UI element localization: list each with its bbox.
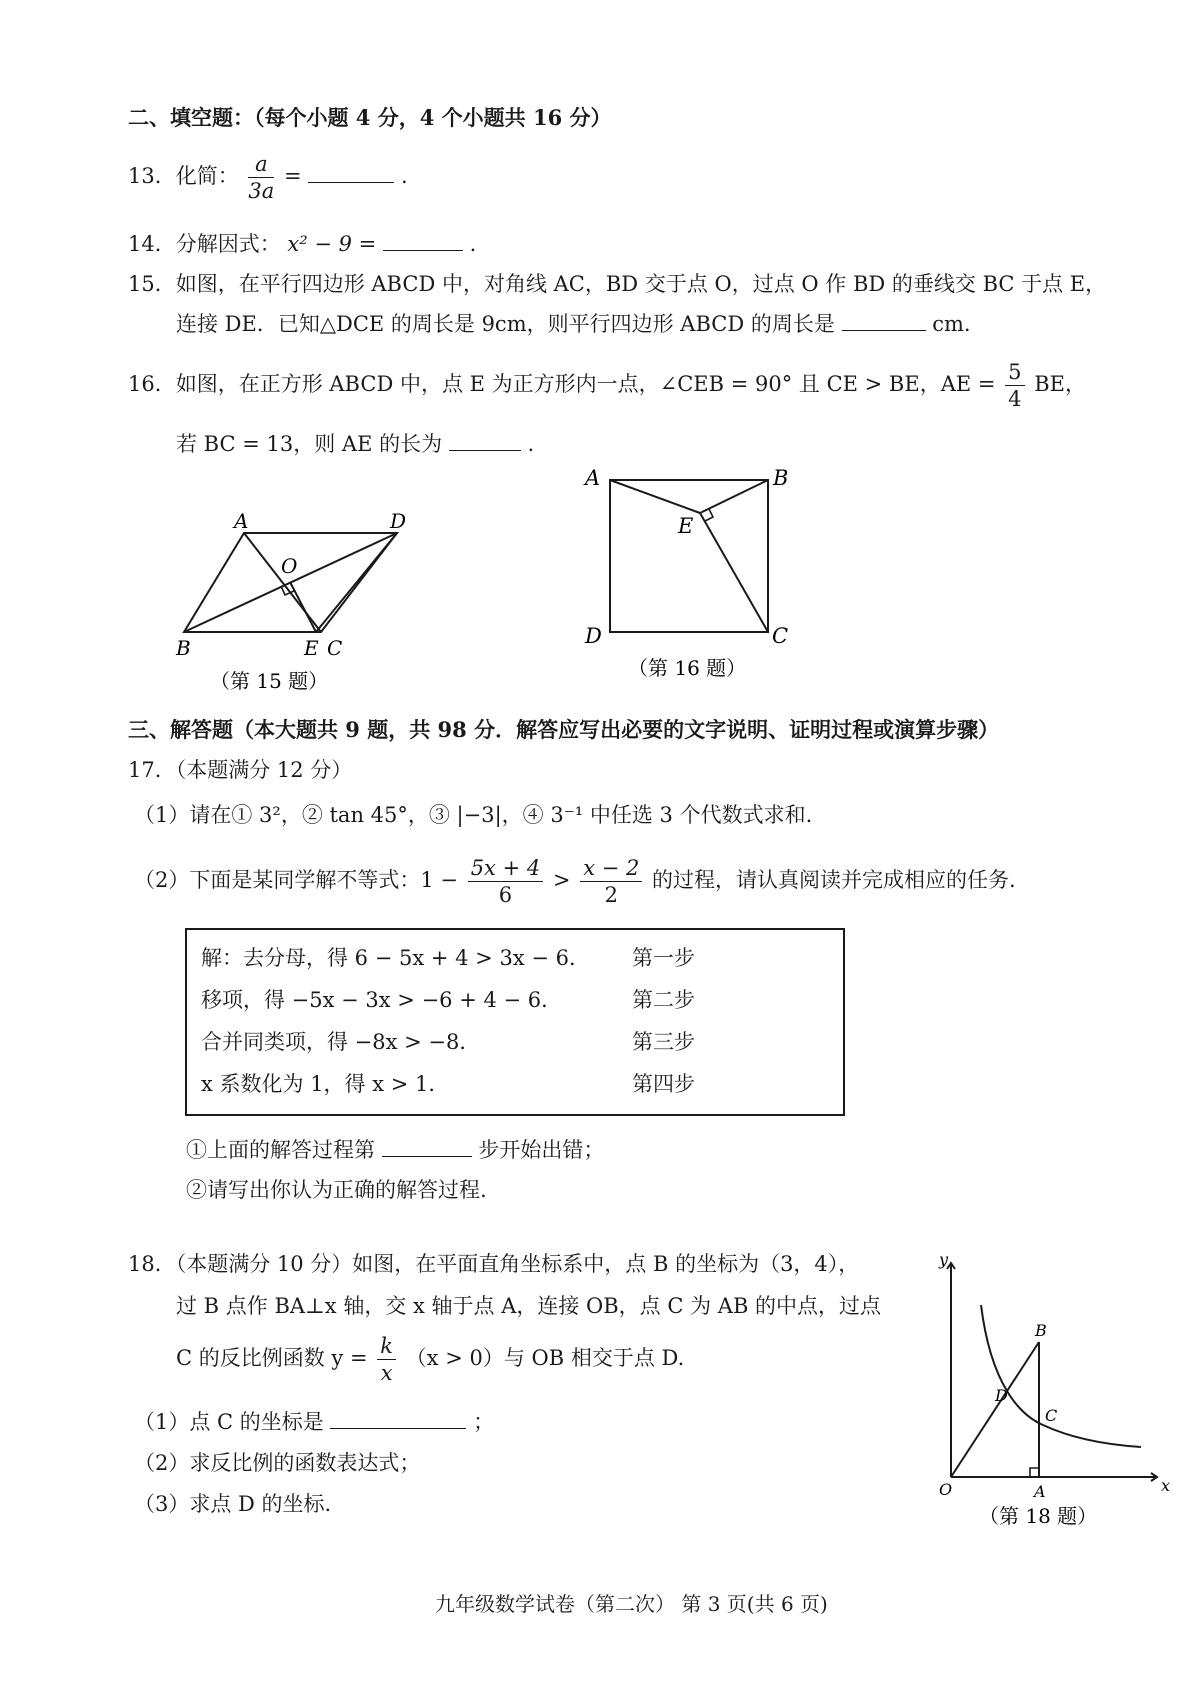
step-3-text: 合并同类项，得 −8x > −8．	[201, 1030, 481, 1054]
q17-f1-denominator: 6	[498, 883, 513, 907]
label-D: D	[585, 624, 602, 648]
step-2-text: 移项，得 −5x − 3x > −6 + 4 − 6．	[201, 988, 563, 1012]
q17-fraction-2	[580, 855, 642, 908]
q16-numerator: 5	[1005, 359, 1024, 386]
q16-answer-blank[interactable]	[449, 430, 521, 451]
q17-fraction-1	[468, 855, 544, 908]
q17-task-2: ②请写出你认为正确的解答过程.	[186, 1178, 487, 1202]
question-18-line2: 过 B 点作 BA⊥x 轴，交 x 轴于点 A，连接 OB，点 C 为 AB 的中点，过点	[176, 1294, 882, 1318]
step-4-text: x 系数化为 1，得 x > 1．	[201, 1072, 450, 1096]
q18-sub1-end: ；	[473, 1410, 495, 1434]
figure-18-caption: （第 18 题）	[979, 1504, 1098, 1528]
label-C: C	[1045, 1406, 1058, 1425]
label-E: E	[678, 514, 694, 538]
question-18-line1: 18．（本题满分 10 分）如图，在平面直角坐标系中，点 B 的坐标为（3，4），	[128, 1252, 860, 1276]
q13-answer-blank[interactable]	[308, 162, 394, 183]
step-4-label: 第四步	[632, 1072, 695, 1096]
q17-task1-text: ①上面的解答过程第	[186, 1138, 375, 1162]
q16-line2-end: .	[527, 432, 535, 456]
question-14	[128, 230, 476, 258]
q18-line3-end: （x > 0）与 OB 相交于点 D.	[405, 1346, 685, 1370]
q18-sub-1	[134, 1408, 494, 1436]
label-x: x	[1161, 1476, 1171, 1495]
segment-be	[700, 480, 768, 513]
q18-sub1-text: （1）点 C 的坐标是	[134, 1410, 324, 1434]
label-E: E	[304, 636, 319, 660]
question-13	[128, 148, 408, 204]
q14-expression: x² − 9 =	[287, 232, 377, 256]
solution-box	[185, 928, 845, 1116]
q13-numerator: a	[248, 151, 274, 178]
q13-fraction	[248, 151, 274, 204]
question-16-line2	[176, 430, 534, 458]
q13-prefix: 13．化简：	[128, 164, 239, 188]
q17-f1-numerator: 5x + 4	[468, 855, 544, 882]
q14-prefix: 14．分解因式：	[128, 232, 281, 256]
q17-greater-than: >	[552, 868, 571, 892]
q18-line3-text: C 的反比例函数 y =	[176, 1346, 368, 1370]
section3-heading: 三、解答题（本大题共 9 题，共 98 分．解答应写出必要的文字说明、证明过程或演算步骤）	[128, 717, 1000, 742]
label-y: y	[939, 1250, 949, 1269]
q18-fraction	[377, 1333, 396, 1386]
figure-16-square	[575, 465, 805, 685]
label-A: A	[234, 509, 249, 533]
reciprocal-curve	[981, 1305, 1141, 1447]
figure-15-parallelogram	[160, 500, 440, 700]
q16-text: 16．如图，在正方形 ABCD 中，点 E 为正方形内一点，∠CEB = 90° 且 CE > BE，AE =	[128, 372, 996, 396]
segment-oe	[290, 582, 316, 632]
q18-denominator: x	[380, 1361, 393, 1385]
q18-sub-3: （3）求点 D 的坐标.	[134, 1492, 332, 1516]
label-C: C	[772, 624, 789, 648]
q15-text: 连接 DE．已知△DCE 的周长是 9cm，则平行四边形 ABCD 的周长是	[176, 312, 835, 336]
q18-sub1-blank[interactable]	[330, 1408, 466, 1429]
q18-sub-2: （2）求反比例的函数表达式；	[134, 1451, 421, 1475]
q17-task1-blank[interactable]	[382, 1136, 472, 1157]
question-17-title: 17．（本题满分 12 分）	[128, 758, 353, 782]
q17-f2-numerator: x − 2	[580, 855, 642, 882]
q16-text-end: BE，	[1034, 372, 1086, 396]
step-1-label: 第一步	[632, 946, 695, 970]
q17-f2-denominator: 2	[604, 883, 618, 907]
figure-18-coordinate-plane	[925, 1245, 1175, 1530]
label-O: O	[939, 1480, 953, 1499]
question-15-line2	[176, 310, 971, 338]
question-17-part2	[134, 852, 1016, 908]
label-C: C	[327, 636, 343, 660]
segment-ae	[610, 480, 700, 513]
question-17-part1: （1）请在① 3²，② tan 45°，③ |−3|，④ 3⁻¹ 中任选 3 个代数式求和.	[134, 803, 813, 827]
q16-fraction	[1005, 359, 1024, 412]
step-2-label: 第二步	[632, 988, 695, 1012]
q13-denominator: 3a	[248, 179, 275, 203]
square-abcd	[610, 480, 768, 632]
label-B: B	[176, 636, 191, 660]
q17-part2-end: 的过程，请认真阅读并完成相应的任务.	[652, 868, 1016, 892]
q17-part2-text: （2）下面是某同学解不等式：1 −	[134, 868, 458, 892]
q14-answer-blank[interactable]	[383, 230, 463, 251]
q14-end: .	[469, 232, 477, 256]
q15-answer-blank[interactable]	[842, 310, 926, 331]
q17-task-1	[186, 1136, 604, 1164]
segment-ob	[951, 1342, 1039, 1477]
label-B: B	[773, 466, 789, 490]
segment-ce	[700, 513, 768, 632]
label-A: A	[1034, 1482, 1046, 1501]
step-1-text: 解：去分母，得 6 − 5x + 4 > 3x − 6．	[201, 946, 590, 970]
label-D: D	[995, 1386, 1008, 1405]
q13-equals: =	[284, 164, 302, 188]
right-angle-mark-a	[1030, 1468, 1039, 1477]
step-3-label: 第三步	[632, 1030, 695, 1054]
label-A: A	[585, 466, 601, 490]
figure-15-caption: （第 15 题）	[210, 669, 329, 693]
label-B: B	[1035, 1321, 1047, 1340]
q16-denominator: 4	[1008, 387, 1022, 411]
page-footer: 九年级数学试卷（第二次） 第 3 页(共 6 页)	[435, 1592, 828, 1616]
section2-heading: 二、填空题：（每个小题 4 分，4 个小题共 16 分）	[128, 105, 612, 130]
segment-de	[316, 533, 397, 632]
q18-numerator: k	[377, 1333, 396, 1360]
label-D: D	[390, 509, 407, 533]
diagonal-ac	[244, 533, 321, 632]
q15-unit: cm.	[932, 312, 971, 336]
question-16-line1	[128, 356, 1086, 412]
question-15-line1: 15．如图，在平行四边形 ABCD 中，对角线 AC，BD 交于点 O，过点 O 作 BD 的垂线交 BC 于点 E，	[128, 272, 1107, 296]
q17-task1-end: 步开始出错；	[478, 1138, 605, 1162]
q13-end: .	[400, 164, 408, 188]
question-18-line3	[176, 1330, 684, 1386]
figure-16-caption: （第 16 题）	[628, 656, 747, 680]
label-O: O	[281, 554, 298, 578]
q16-line2-text: 若 BC = 13，则 AE 的长为	[176, 432, 443, 456]
